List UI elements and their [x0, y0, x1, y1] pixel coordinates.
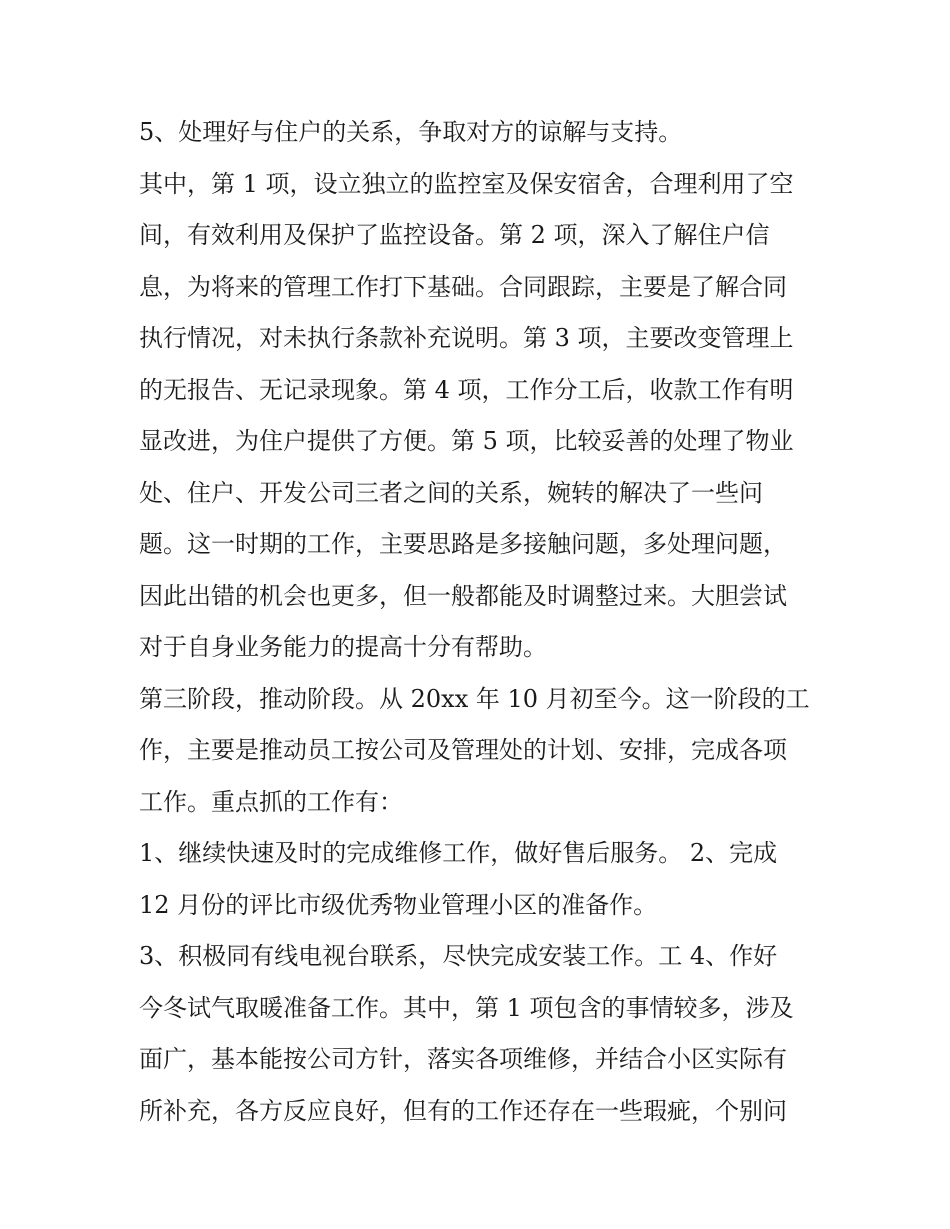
- text-line: 间，有效利用及保护了监控设备。第 2 项，深入了解住户信: [139, 221, 770, 249]
- text-line: 3、积极同有线电视台联系，尽快完成安装工作。工 4、作好: [139, 942, 778, 970]
- text-line: 第三阶段，推动阶段。从 20xx 年 10 月初至今。这一阶段的工: [139, 684, 810, 713]
- text-line: 因此出错的机会也更多，但一般都能及时调整过来。大胆尝试: [139, 581, 787, 610]
- text-line: 的无报告、无记录现象。第 4 项，工作分工后，收款工作有明: [139, 375, 794, 404]
- text-line: 息，为将来的管理工作打下基础。合同跟踪，主要是了解合同: [139, 272, 787, 301]
- text-line: 执行情况，对未执行条款补充说明。第 3 项，主要改变管理上: [139, 324, 794, 352]
- text-line: 今冬试气取暖准备工作。其中，第 1 项包含的事情较多，涉及: [139, 993, 794, 1022]
- text-line: 工作。重点抓的工作有：: [139, 787, 403, 816]
- text-line: 1、继续快速及时的完成维修工作，做好售后服务。 2、完成: [139, 839, 778, 867]
- text-line: 其中，第 1 项，设立独立的监控室及保安宿舍，合理利用了空: [139, 169, 794, 198]
- text-line: 作，主要是推动员工按公司及管理处的计划、安排，完成各项: [139, 736, 787, 764]
- text-line: 面广，基本能按公司方针，落实各项维修，并结合小区实际有: [139, 1045, 787, 1073]
- text-line: 对于自身业务能力的提高十分有帮助。: [139, 633, 547, 661]
- text-line: 显改进，为住户提供了方便。第 5 项，比较妥善的处理了物业: [139, 427, 794, 455]
- document-body: [139, 107, 829, 1137]
- text-line: 所补充，各方反应良好，但有的工作还存在一些瑕疵，个别问: [139, 1096, 787, 1125]
- text-line: 处、住户、开发公司三者之间的关系，婉转的解决了一些问: [139, 478, 763, 507]
- text-line: 题。这一时期的工作，主要思路是多接触问题，多处理问题，: [139, 530, 787, 558]
- text-line: 5、处理好与住户的关系，争取对方的谅解与支持。: [139, 118, 683, 146]
- text-line: 12 月份的评比市级优秀物业管理小区的准备作。: [139, 890, 658, 919]
